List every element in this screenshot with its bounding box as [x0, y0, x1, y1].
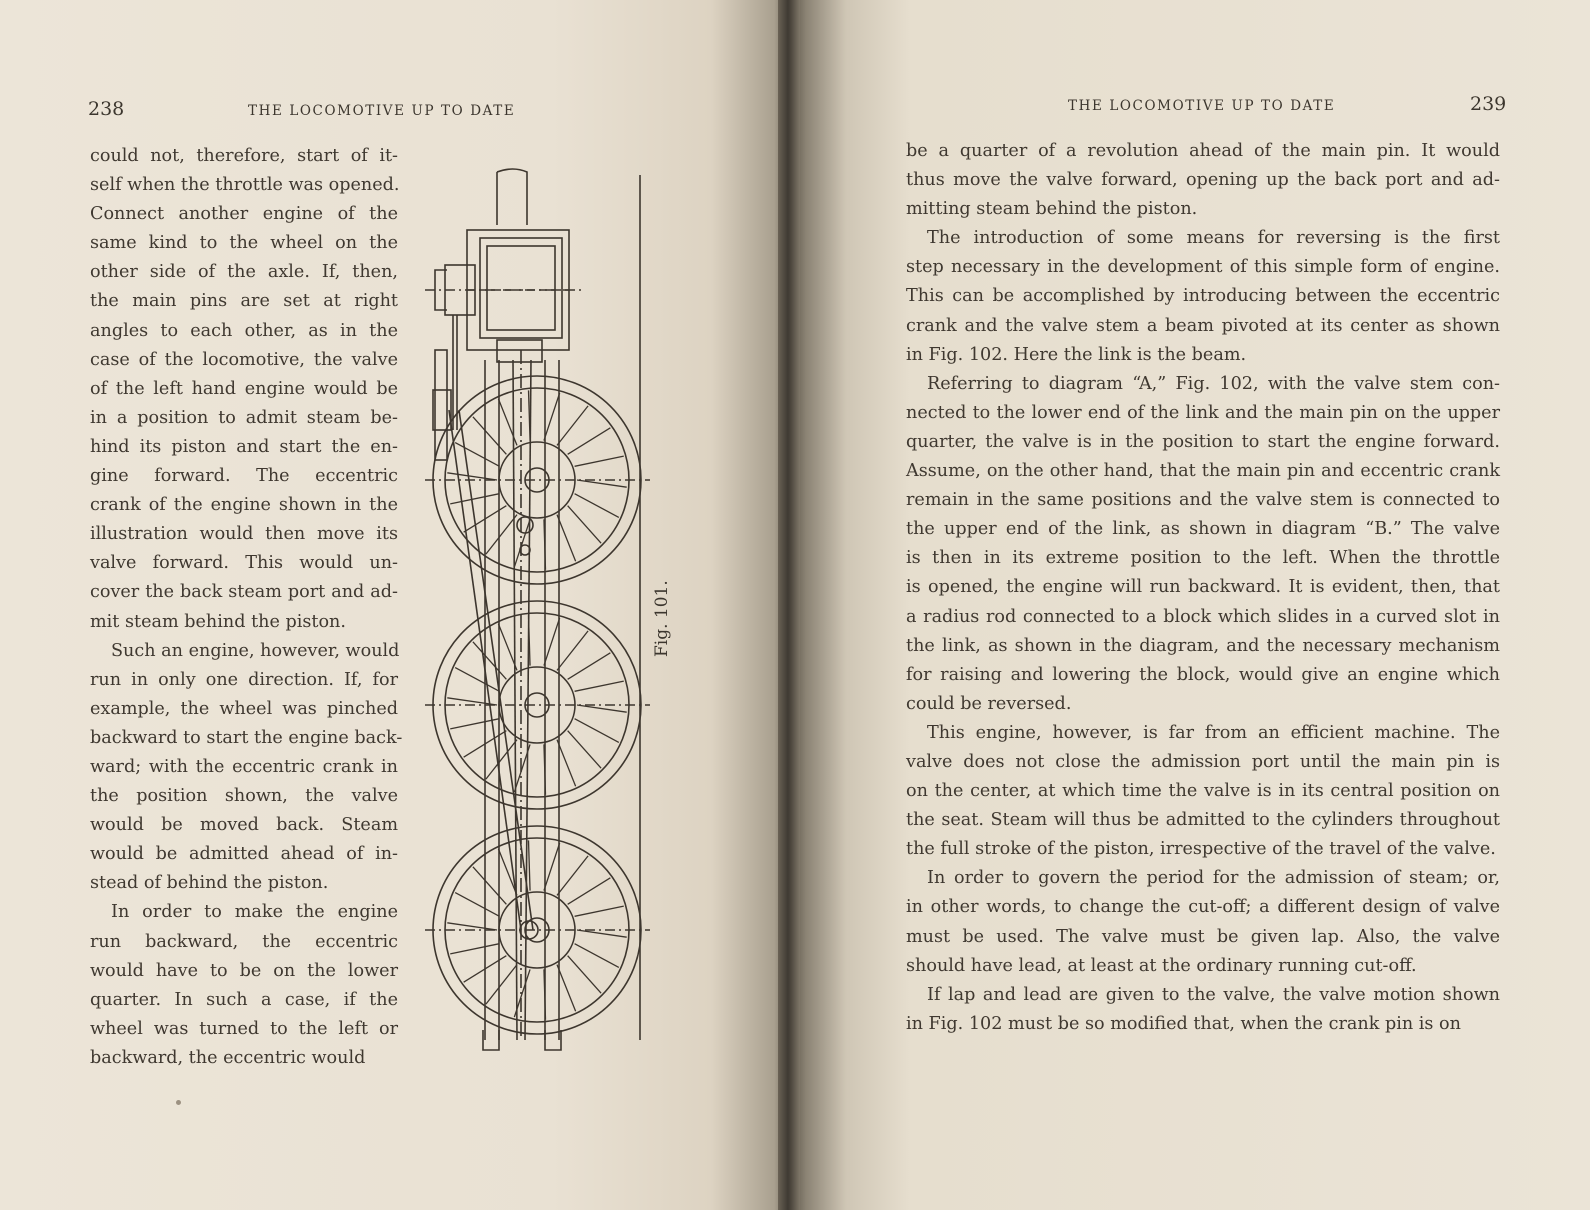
wheel-spoke — [568, 731, 601, 768]
text-line: ward; with the eccentric crank in — [90, 756, 398, 777]
text-line: a radius rod connected to a block which slides in a curved slot in — [906, 606, 1500, 627]
text-line: in other words, to change the cut-off; a different design of valve — [906, 897, 1500, 918]
wheel-spoke — [557, 631, 588, 670]
text-line: must be used. The valve must be given lap. Also, the valve — [906, 926, 1500, 947]
left-running-head: THE LOCOMOTIVE UP TO DATE — [248, 103, 516, 119]
text-line: in Fig. 102 must be so modified that, when the crank pin is on — [906, 1013, 1461, 1034]
wheel-spoke — [486, 965, 517, 1004]
wheel-spoke — [575, 494, 619, 518]
wheel-spoke — [544, 618, 560, 666]
text-line: be a quarter of a revolution ahead of the main pin. It would — [906, 141, 1500, 161]
wheel-spoke — [577, 480, 627, 487]
text-line: in a position to admit steam be- — [90, 407, 398, 428]
text-line: the main pins are set at right — [90, 291, 398, 312]
wheel-spoke — [575, 906, 624, 916]
text-line: the full stroke of the piston, irrespective of the travel of the valve. — [906, 839, 1496, 860]
text-line: the position shown, the valve — [90, 786, 398, 807]
text-line: would be admitted ahead of in- — [90, 844, 398, 865]
wheel-spoke — [498, 849, 517, 896]
wheel-spoke — [450, 494, 499, 504]
wheel-spoke — [529, 390, 531, 440]
text-line: quarter. In such a case, if the — [90, 989, 398, 1010]
wheel-spoke — [575, 456, 624, 466]
wheel-spoke — [455, 668, 499, 692]
text-line: case of the locomotive, the valve — [90, 349, 398, 370]
paper-speck — [176, 1100, 181, 1105]
wheel-spoke — [557, 856, 588, 895]
text-line: thus move the valve forward, opening up the back port and ad- — [906, 170, 1500, 191]
text-line: gine forward. The eccentric — [90, 466, 398, 487]
wheel-spoke — [544, 843, 560, 891]
text-line: could not, therefore, start of it- — [90, 146, 398, 166]
text-line: self when the throttle was opened. — [90, 175, 400, 196]
text-line: in Fig. 102. Here the link is the beam. — [906, 344, 1247, 365]
text-line: is opened, the engine will run backward. It is evident, then, that — [906, 577, 1500, 598]
text-line: would have to be on the lower — [90, 960, 398, 981]
text-line: is then in its extreme position to the left. When the throttle — [906, 548, 1500, 569]
text-line: In order to make the engine — [111, 902, 398, 923]
wheel-spoke — [568, 506, 601, 543]
text-line: should have lead, at least at the ordinary running cut-off. — [906, 955, 1417, 976]
text-line: remain in the same positions and the valve stem is connected to — [906, 490, 1500, 511]
text-line: could be reversed. — [906, 693, 1072, 714]
wheel-spoke — [498, 399, 517, 446]
wheel-spoke — [568, 878, 611, 904]
text-line: would be moved back. Steam — [90, 815, 398, 836]
text-line: for raising and lowering the block, would give an engine which — [906, 664, 1500, 685]
text-line: Connect another engine of the — [90, 204, 398, 225]
wheel-spoke — [544, 393, 560, 441]
wheel-spoke — [568, 956, 601, 993]
book-gutter — [778, 0, 800, 1210]
text-line: nected to the lower end of the link and the main pin on the upper — [906, 402, 1500, 423]
wheel-spoke — [577, 930, 627, 937]
wheel-spoke — [568, 653, 611, 679]
text-line: backward, the eccentric would — [90, 1047, 366, 1068]
text-line: the seat. Steam will thus be admitted to the cylinders throughout — [906, 810, 1500, 831]
text-line: illustration would then move its — [90, 524, 398, 545]
text-line: wheel was turned to the left or — [90, 1018, 398, 1039]
text-line: mit steam behind the piston. — [90, 611, 346, 632]
wheel-spoke — [486, 515, 517, 554]
text-line: backward to start the engine back- — [90, 727, 403, 748]
wheel-spoke — [557, 406, 588, 445]
text-line: of the left hand engine would be — [90, 378, 398, 399]
wheel-spoke — [575, 719, 619, 743]
wheel-spoke — [575, 944, 619, 968]
text-line: other side of the axle. If, then, — [90, 262, 398, 283]
right-running-head: THE LOCOMOTIVE UP TO DATE — [1068, 98, 1336, 114]
text-line: angles to each other, as in the — [90, 320, 398, 341]
wheel-spoke — [473, 867, 506, 904]
text-line: This can be accomplished by introducing between the eccentric — [906, 286, 1500, 307]
text-line: the upper end of the link, as shown in diagram “B.” The valve — [906, 519, 1500, 540]
figure-101-locomotive-drawing — [425, 160, 655, 1060]
text-line: run in only one direction. If, for — [90, 669, 398, 690]
text-line: The introduction of some means for reversing is the first — [927, 228, 1500, 249]
wheel-spoke — [455, 893, 499, 917]
right-text-column — [906, 137, 1500, 1039]
figure-101-label: Fig. 101. — [652, 580, 672, 657]
text-line: In order to govern the period for the admission of steam; or, — [927, 868, 1500, 889]
right-page-number: 239 — [1470, 93, 1507, 115]
text-line: If lap and lead are given to the valve, the valve motion shown — [927, 984, 1500, 1005]
text-line: the link, as shown in the diagram, and the necessary mechanism — [906, 635, 1500, 656]
wheel-spoke — [473, 417, 506, 454]
text-line: crank and the valve stem a beam pivoted at its center as shown — [906, 315, 1500, 336]
text-line: same kind to the wheel on the — [90, 233, 398, 254]
text-line: mitting steam behind the piston. — [906, 199, 1198, 220]
text-line: Referring to diagram “A,” Fig. 102, with the valve stem con- — [927, 373, 1500, 394]
text-line: run backward, the eccentric — [90, 931, 398, 952]
wheel-spoke — [529, 840, 531, 890]
wheel-spoke — [455, 443, 499, 467]
left-text-column — [90, 142, 403, 1073]
text-line: crank of the engine shown in the — [90, 495, 398, 516]
text-line: quarter, the valve is in the position to start the engine forward. — [906, 431, 1500, 452]
wheel-spoke — [447, 923, 497, 930]
text-line: valve forward. This would un- — [90, 553, 398, 574]
text-line: hind its piston and start the en- — [90, 436, 398, 457]
wheel-spoke — [450, 944, 499, 954]
text-line: step necessary in the development of this simple form of engine. — [906, 257, 1500, 278]
wheel-spoke — [575, 681, 624, 691]
wheel-spoke — [447, 473, 497, 480]
text-line: This engine, however, is far from an efficient machine. The — [927, 722, 1500, 743]
text-line: Assume, on the other hand, that the main pin and eccentric crank — [906, 461, 1500, 482]
wheel-spoke — [486, 740, 517, 779]
left-page-number: 238 — [88, 98, 125, 120]
wheel-spoke — [568, 428, 611, 454]
text-line: valve does not close the admission port until the main pin is — [906, 751, 1500, 772]
wheel-spoke — [473, 642, 506, 679]
wheel-spoke — [577, 705, 627, 712]
text-line: on the center, at which time the valve is in its central position on — [906, 781, 1500, 802]
text-line: example, the wheel was pinched — [90, 698, 398, 719]
text-line: Such an engine, however, would — [111, 640, 400, 661]
text-line: cover the back steam port and ad- — [90, 582, 398, 603]
text-line: stead of behind the piston. — [90, 873, 329, 894]
